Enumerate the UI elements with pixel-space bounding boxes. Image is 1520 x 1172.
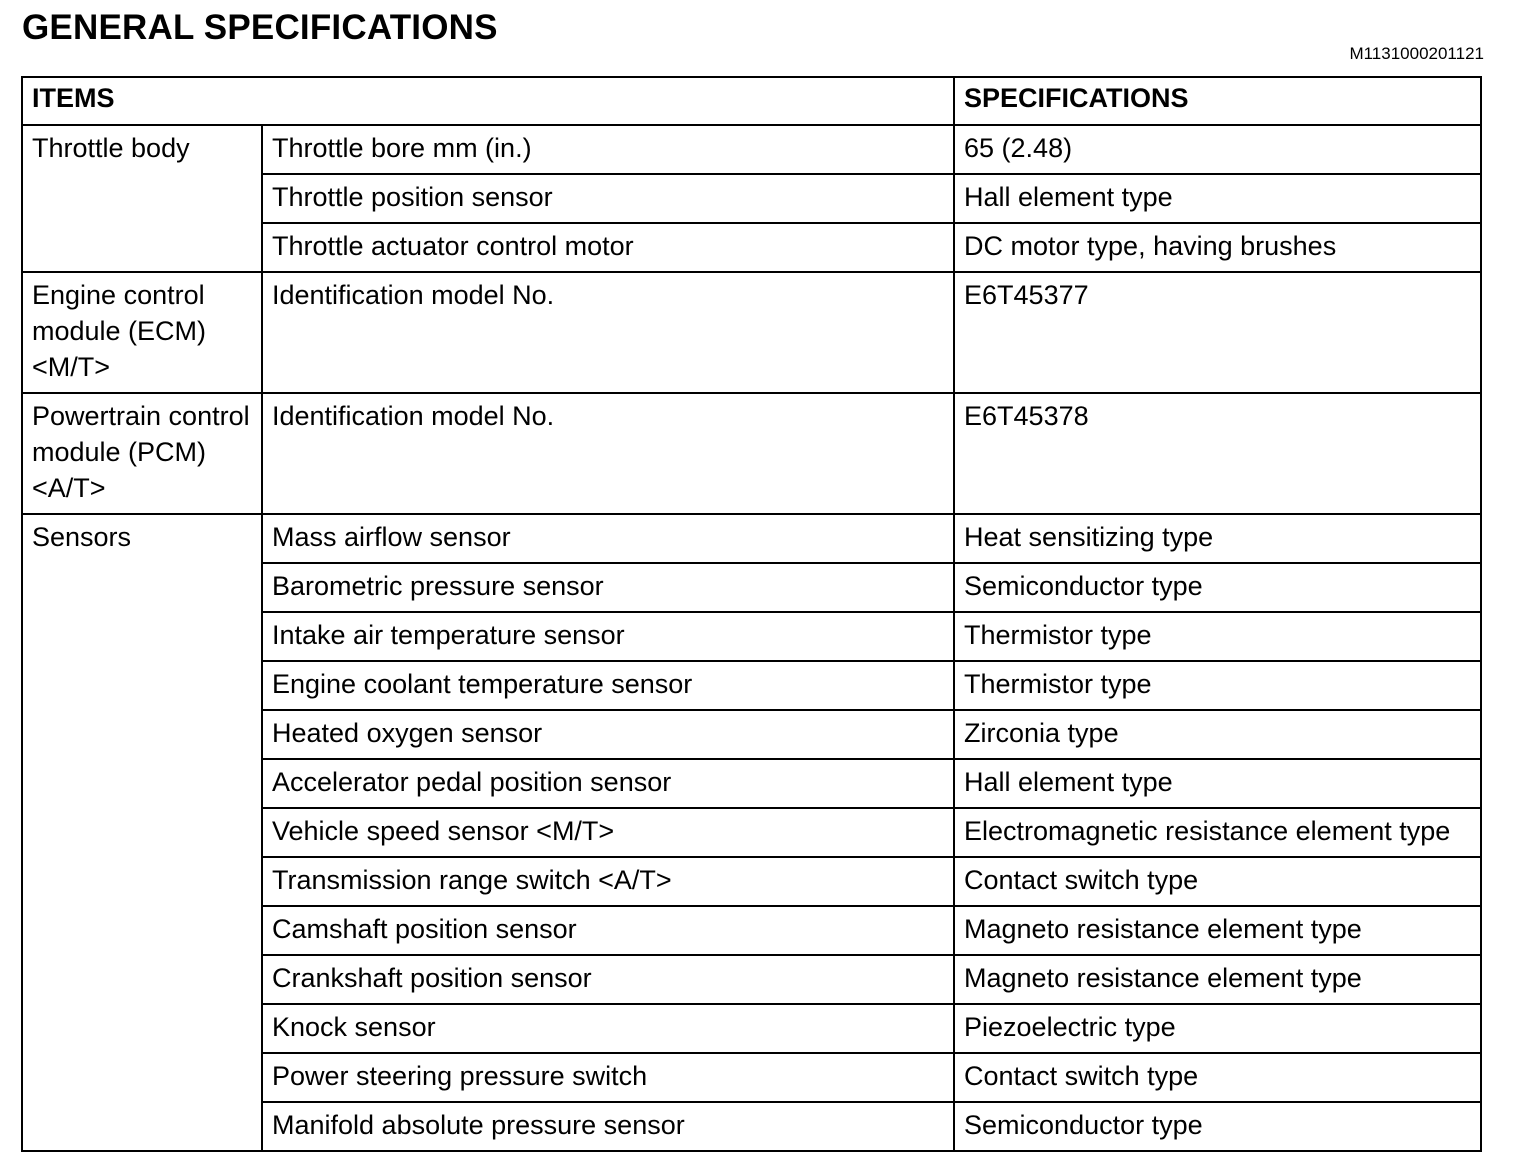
item-cell: Identification model No.: [262, 272, 954, 393]
specifications-table: [21, 76, 1482, 1152]
table-row: [22, 393, 1481, 514]
item-cell: Throttle position sensor: [262, 174, 954, 223]
page-title: GENERAL SPECIFICATIONS: [22, 8, 498, 47]
item-cell: Camshaft position sensor: [262, 906, 954, 955]
group-name-sensors: Sensors: [22, 514, 262, 1151]
table-row: [22, 125, 1481, 174]
table-header-row: [22, 77, 1481, 125]
item-cell: Transmission range switch <A/T>: [262, 857, 954, 906]
spec-cell: Electromagnetic resistance element type: [954, 808, 1481, 857]
spec-cell: 65 (2.48): [954, 125, 1481, 174]
item-cell: Accelerator pedal position sensor: [262, 759, 954, 808]
spec-cell: Hall element type: [954, 174, 1481, 223]
item-cell: Manifold absolute pressure sensor: [262, 1102, 954, 1151]
item-cell: Knock sensor: [262, 1004, 954, 1053]
group-name-pcm: Powertrain control module (PCM) <A/T>: [22, 393, 262, 514]
items-header: ITEMS: [22, 77, 954, 125]
spec-cell: Magneto resistance element type: [954, 955, 1481, 1004]
item-cell: Engine coolant temperature sensor: [262, 661, 954, 710]
spec-cell: E6T45378: [954, 393, 1481, 514]
spec-cell: Contact switch type: [954, 857, 1481, 906]
document-id: M1131000201121: [1349, 44, 1484, 63]
spec-cell: Thermistor type: [954, 661, 1481, 710]
item-cell: Heated oxygen sensor: [262, 710, 954, 759]
spec-cell: Contact switch type: [954, 1053, 1481, 1102]
group-name-throttle-body: Throttle body: [22, 125, 262, 272]
spec-cell: Magneto resistance element type: [954, 906, 1481, 955]
spec-cell: Semiconductor type: [954, 563, 1481, 612]
item-cell: Power steering pressure switch: [262, 1053, 954, 1102]
item-cell: Barometric pressure sensor: [262, 563, 954, 612]
spec-cell: Zirconia type: [954, 710, 1481, 759]
table-row: [22, 272, 1481, 393]
spec-cell: Piezoelectric type: [954, 1004, 1481, 1053]
item-cell: Vehicle speed sensor <M/T>: [262, 808, 954, 857]
item-cell: Crankshaft position sensor: [262, 955, 954, 1004]
table-row: [22, 514, 1481, 563]
item-cell: Throttle actuator control motor: [262, 223, 954, 272]
group-name-ecm: Engine control module (ECM) <M/T>: [22, 272, 262, 393]
item-cell: Identification model No.: [262, 393, 954, 514]
spec-cell: E6T45377: [954, 272, 1481, 393]
specifications-header: SPECIFICATIONS: [954, 77, 1481, 125]
spec-cell: Hall element type: [954, 759, 1481, 808]
item-cell: Mass airflow sensor: [262, 514, 954, 563]
spec-cell: Semiconductor type: [954, 1102, 1481, 1151]
item-cell: Intake air temperature sensor: [262, 612, 954, 661]
spec-cell: Thermistor type: [954, 612, 1481, 661]
spec-cell: Heat sensitizing type: [954, 514, 1481, 563]
item-cell: Throttle bore mm (in.): [262, 125, 954, 174]
spec-cell: DC motor type, having brushes: [954, 223, 1481, 272]
